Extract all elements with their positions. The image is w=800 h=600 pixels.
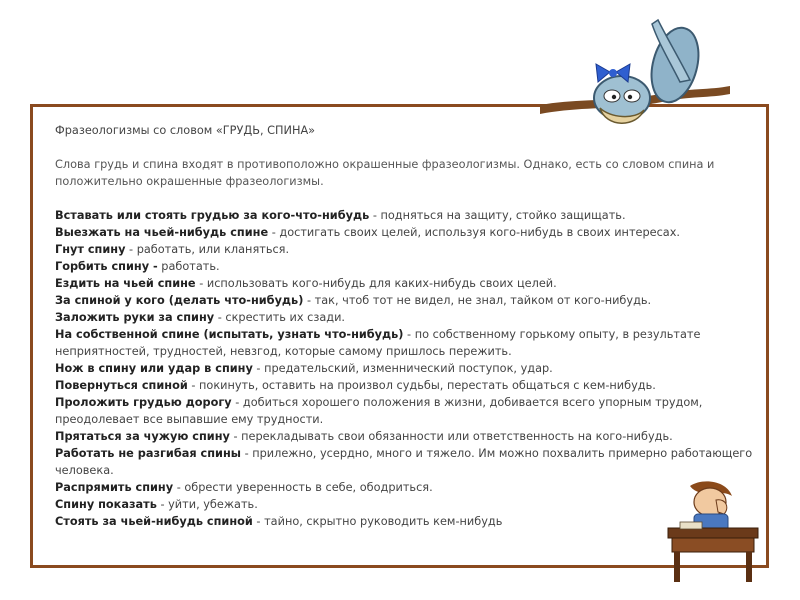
phrase-item bbox=[55, 258, 773, 275]
student-at-desk-illustration bbox=[660, 478, 764, 583]
desk-top bbox=[668, 528, 758, 538]
phrase-term: Прятаться за чужую спину bbox=[55, 430, 230, 443]
bird-on-branch-illustration bbox=[540, 10, 730, 140]
intro-line: положительно окрашенные фразеологизмы. bbox=[55, 175, 324, 188]
bird-eye bbox=[624, 90, 640, 102]
phrase-term: За спиной у кого (делать что-нибудь) bbox=[55, 294, 304, 307]
bow-knot bbox=[609, 69, 617, 77]
phrase-term: Ездить на чьей спине bbox=[55, 277, 196, 290]
phrase-item bbox=[55, 326, 773, 343]
phrase-definition: человека. bbox=[55, 464, 114, 477]
phrase-definition: - тайно, скрытно руководить кем-нибудь bbox=[252, 515, 503, 528]
phrase-item bbox=[55, 343, 773, 360]
slide-content bbox=[55, 122, 773, 530]
phrase-item bbox=[55, 462, 773, 479]
phrase-term: Работать не разгибая спины bbox=[55, 447, 241, 460]
phrase-definition: - предательский, изменнический поступок, удар. bbox=[252, 362, 553, 375]
phrase-term: Горбить спину - bbox=[55, 260, 158, 273]
phrase-definition: - обрести уверенность в себе, ободриться. bbox=[173, 481, 433, 494]
phrase-term: Выезжать на чьей-нибудь спине bbox=[55, 226, 269, 239]
bird-pupil bbox=[612, 95, 616, 99]
phrase-item bbox=[55, 292, 773, 309]
phrase-definition: - перекладывать свои обязанности или ответственность на кого-нибудь. bbox=[229, 430, 673, 443]
phrase-item bbox=[55, 207, 773, 224]
phrase-term: Заложить руки за спину bbox=[55, 311, 215, 324]
phrase-definition: - уйти, убежать. bbox=[156, 498, 258, 511]
phrase-definition: - так, чтоб тот не видел, не знал, тайком от кого-нибудь. bbox=[303, 294, 652, 307]
student-hand bbox=[716, 500, 727, 514]
phrase-item bbox=[55, 394, 773, 411]
desk-leg bbox=[674, 552, 680, 582]
phrase-definition: работать. bbox=[157, 260, 220, 273]
intro-paragraph bbox=[55, 156, 773, 190]
phrase-definition: - достигать своих целей, используя кого-нибудь в своих интересах. bbox=[268, 226, 681, 239]
desk-leg bbox=[746, 552, 752, 582]
phrase-term: Распрямить спину bbox=[55, 481, 174, 494]
phrase-term: Нож в спину или удар в спину bbox=[55, 362, 253, 375]
book bbox=[680, 522, 702, 529]
phrase-definition: преодолевает все выпавшие ему трудности. bbox=[55, 413, 324, 426]
phrase-definition: неприятностей, трудностей, невзгод, которые самому пришлось пережить. bbox=[55, 345, 512, 358]
phrase-item bbox=[55, 377, 773, 394]
bird-eye bbox=[604, 90, 620, 102]
phrase-definition: - использовать кого-нибудь для каких-нибудь своих целей. bbox=[195, 277, 557, 290]
phrase-item bbox=[55, 445, 773, 462]
phrase-term: На собственной спине (испытать, узнать что-нибудь) bbox=[55, 328, 404, 341]
phrase-definition: - по собственному горькому опыту, в результате bbox=[403, 328, 701, 341]
phrase-item bbox=[55, 241, 773, 258]
phrase-term: Повернуться спиной bbox=[55, 379, 188, 392]
phrase-term: Спину показать bbox=[55, 498, 157, 511]
phrase-item bbox=[55, 224, 773, 241]
phrase-definition: - прилежно, усердно, много и тяжело. Им можно похвалить примерно работающего bbox=[240, 447, 753, 460]
phrase-definition: - добиться хорошего положения в жизни, добивается всего упорным трудом, bbox=[231, 396, 703, 409]
slide-title: Фразеологизмы со словом «ГРУДЬ, СПИНА» bbox=[55, 124, 316, 137]
phrase-term: Стоять за чьей-нибудь спиной bbox=[55, 515, 253, 528]
phrase-definition: - работать, или кланяться. bbox=[125, 243, 290, 256]
phrase-term: Проложить грудью дорогу bbox=[55, 396, 232, 409]
phrase-term: Вставать или стоять грудью за кого-что-нибудь bbox=[55, 209, 370, 222]
phrase-item bbox=[55, 411, 773, 428]
phrase-item bbox=[55, 360, 773, 377]
bird-pupil bbox=[628, 95, 632, 99]
phrase-definition: - скрестить их сзади. bbox=[214, 311, 346, 324]
phrase-term: Гнут спину bbox=[55, 243, 126, 256]
phrase-definition: - покинуть, оставить на произвол судьбы, перестать общаться с кем-нибудь. bbox=[187, 379, 656, 392]
phrase-item bbox=[55, 275, 773, 292]
phrase-item bbox=[55, 309, 773, 326]
phrase-definition: - подняться на защиту, стойко защищать. bbox=[369, 209, 626, 222]
phrase-item bbox=[55, 428, 773, 445]
intro-line: Слова грудь и спина входят в противоположно окрашенные фразеологизмы. Однако, есть со словом спина и bbox=[55, 158, 715, 171]
desk-panel bbox=[672, 538, 754, 552]
